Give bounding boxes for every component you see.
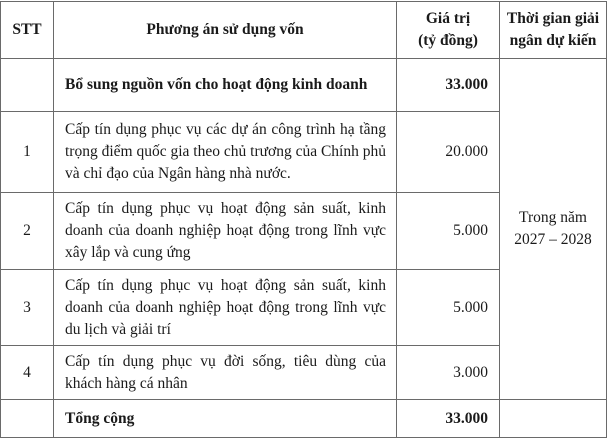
header-value	[397, 2, 500, 59]
capital-usage-table	[0, 1, 607, 438]
timeframe-line2: 2027 – 2028	[514, 231, 592, 248]
supplement-label: Bổ sung nguồn vốn cho hoạt động kinh doanh	[54, 59, 397, 112]
header-value-line1: Giá trị	[425, 10, 471, 27]
header-value-line2: (tỷ đồng)	[418, 32, 478, 49]
supplement-value: 33.000	[397, 59, 500, 112]
table-row-total	[1, 400, 607, 438]
row-value: 5.000	[397, 270, 500, 346]
timeframe-line1: Trong năm	[519, 209, 587, 226]
row-value: 3.000	[397, 346, 500, 400]
header-row	[1, 2, 607, 59]
header-time-line2: ngân dự kiến	[509, 32, 597, 49]
total-value: 33.000	[397, 400, 500, 438]
row-stt: 4	[1, 346, 54, 400]
timeframe-cell	[500, 59, 607, 400]
header-time-line1: Thời gian giải	[506, 10, 600, 27]
header-plan: Phương án sử dụng vốn	[54, 2, 397, 59]
supplement-stt-cell	[1, 59, 54, 112]
row-stt: 3	[1, 270, 54, 346]
row-value: 20.000	[397, 112, 500, 193]
row-description: Cấp tín dụng phục vụ hoạt động sản suất, kinh doanh của doanh nghiệp hoạt động trong lĩnh vực xây lắp và cung ứng	[54, 193, 397, 270]
row-value: 5.000	[397, 193, 500, 270]
header-time	[500, 2, 607, 59]
total-stt-cell	[1, 400, 54, 438]
row-description: Cấp tín dụng phục vụ các dự án công trình hạ tầng trọng điểm quốc gia theo chủ trương của Chính phủ và chỉ đạo của Ngân hàng nhà nước.	[54, 112, 397, 193]
total-label: Tổng cộng	[54, 400, 397, 438]
total-time-cell	[500, 400, 607, 438]
row-description: Cấp tín dụng phục vụ hoạt động sản suất, kinh doanh của doanh nghiệp hoạt động trong lĩnh vực du lịch và giải trí	[54, 270, 397, 346]
row-description: Cấp tín dụng phục vụ đời sống, tiêu dùng của khách hàng cá nhân	[54, 346, 397, 400]
table-row-supplement	[1, 59, 607, 112]
row-stt: 1	[1, 112, 54, 193]
row-stt: 2	[1, 193, 54, 270]
header-stt: STT	[1, 2, 54, 59]
